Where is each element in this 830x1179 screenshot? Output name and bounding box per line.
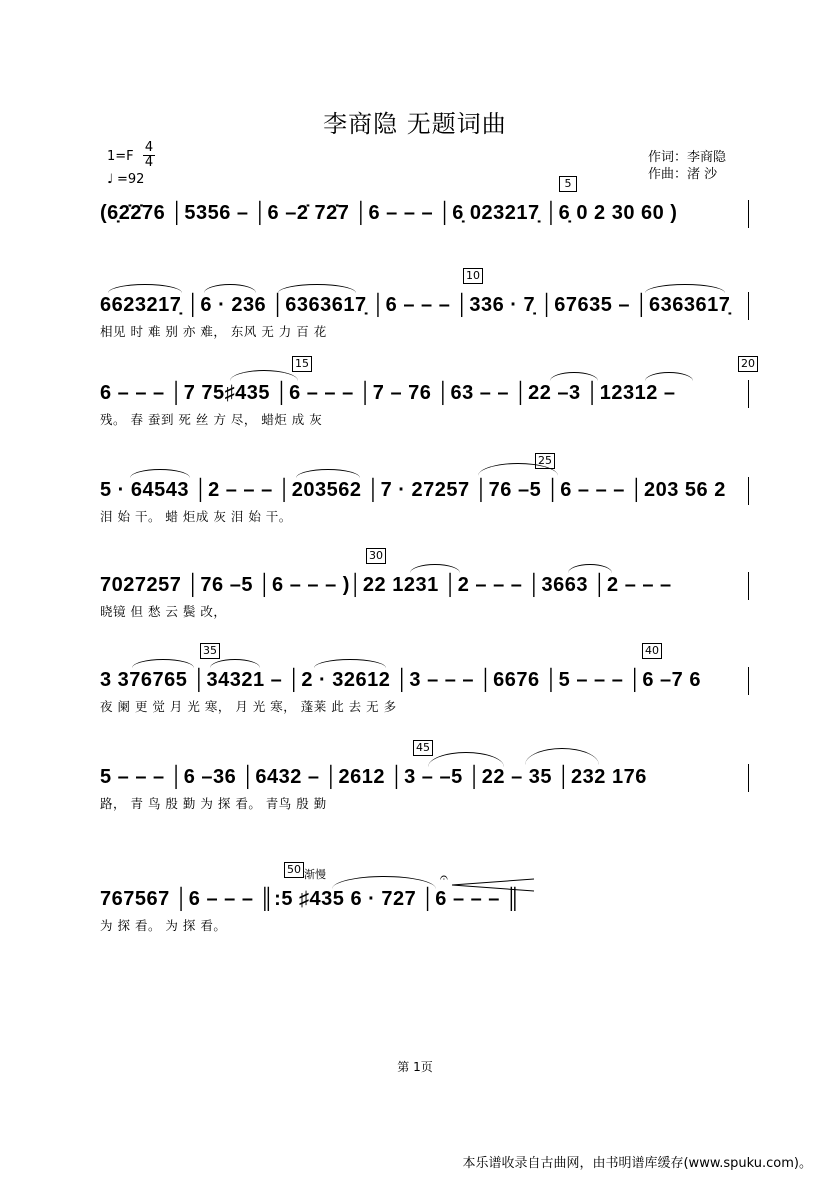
row-lyrics: 为 探 看。 为 探 看。: [100, 918, 227, 933]
row-end-barline: [748, 380, 749, 408]
fermata-icon: 𝄐: [440, 870, 448, 886]
row-notes: 5 · 64543 │2 – – – │203562 │7 · 27257 │76 –5 │6 – – – │203 56 2: [100, 479, 726, 501]
score-row-4: [100, 454, 750, 533]
row-end-barline: [748, 292, 749, 320]
score-row-6: [100, 644, 750, 723]
row-lyrics: 夜 阑 更 觉 月 光 寒， 月 光 寒， 蓬莱 此 去 无 多: [100, 699, 397, 714]
measure-number: 25: [535, 453, 555, 469]
ritardando-marking: 渐慢: [304, 868, 326, 881]
source-footer: 本乐谱收录自古曲网，由书明谱库缓存(www.spuku.com)。: [462, 1156, 812, 1171]
row-end-barline: [748, 477, 749, 505]
tempo-marking: [107, 172, 144, 188]
row-end-barline: [748, 764, 749, 792]
measure-number: 30: [366, 548, 386, 564]
time-signature: [142, 142, 156, 169]
row-end-barline: [748, 572, 749, 600]
page-number: 第 1页: [397, 1060, 433, 1074]
measure-number-2: 20: [738, 356, 758, 372]
row-end-barline: [748, 667, 749, 695]
row-notes: 6 – – – │7 75♯435 │6 – – – │7 – 76 │63 – – │22 –3 │12312 –: [100, 382, 676, 404]
quarter-note-icon: ♩: [107, 172, 114, 187]
measure-number: 15: [292, 356, 312, 372]
lyricist-credit: 作词：李商隐: [648, 150, 727, 165]
score-title: 李商隐 无题词曲: [323, 110, 507, 138]
composer-credit: 作曲：渚 沙: [648, 167, 718, 182]
row-lyrics: 残。 春 蚕到 死 丝 方 尽， 蜡炬 成 灰: [100, 412, 323, 427]
score-row-7: [100, 741, 750, 820]
key-signature: 1=F: [107, 149, 134, 164]
score-row-2: [100, 269, 750, 348]
time-signature-top: 4: [144, 140, 154, 155]
row-end-barline: [748, 200, 749, 228]
row-lyrics: 泪 始 干。 蜡 炬成 灰 泪 始 干。: [100, 509, 292, 524]
score-row-8: [100, 863, 750, 942]
row-notes: 7027257 │76 –5 │6 – – – )│22 1231 │2 – – – │3663 │2 – – –: [100, 574, 672, 596]
row-notes: (6̣2̇2̇76 │5356 – │6 –2̇ 72̇7 │6 – – – │6̣ 023217̣ │6̣ 0 2 30 60 ): [100, 202, 678, 224]
measure-number: 10: [463, 268, 483, 284]
row-lyrics: 晓镜 但 愁 云 鬓 改，: [100, 604, 227, 619]
tempo-value: =92: [117, 172, 145, 187]
measure-number: 5: [559, 176, 577, 192]
row-notes: 767567 │6 – – – ║:5 ♯435 6 · 727 │6 – – – ║: [100, 888, 521, 910]
row-lyrics: 相见 时 难 别 亦 难， 东风 无 力 百 花: [100, 324, 327, 339]
measure-number-2: 40: [642, 643, 662, 659]
measure-number: 50: [284, 862, 304, 878]
measure-number: 45: [413, 740, 433, 756]
score-row-5: [100, 549, 750, 628]
row-notes: 6623217̣ │6 · 236 │6363617̣ │6 – – – │336 · 7̣ │67635 – │6363617̣: [100, 294, 731, 316]
time-signature-bottom: 4: [144, 155, 154, 170]
row-notes: 5 – – – │6 –36 │6432 – │2612 │3 – –5 │22 – 35 │232 176: [100, 766, 647, 788]
score-row-3: [100, 357, 755, 436]
measure-number: 35: [200, 643, 220, 659]
row-lyrics: 路， 青 鸟 殷 勤 为 探 看。 青鸟 殷 勤: [100, 796, 327, 811]
row-notes: 3 376765 │34321 – │2 · 32612 │3 – – – │6676 │5 – – – │6 –7 6: [100, 669, 701, 691]
